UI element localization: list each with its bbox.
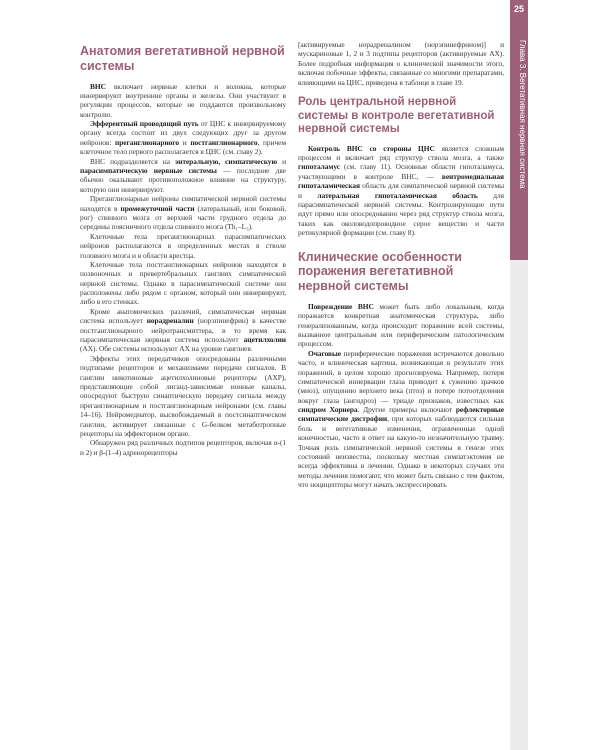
body-paragraph <box>298 302 504 349</box>
text-run: Клеточные тела преганглионарных парасимпатических нейронов располагаются в определенных местах в стволе головного мозга и в области крестца. <box>80 231 286 260</box>
text-run: — последние две обычно оказывают противоположное влияние на структуру, которую они иннервируют. <box>80 166 286 194</box>
body-paragraph <box>298 40 504 87</box>
bold-term: ацетилхолин <box>243 335 286 345</box>
bold-term: промежуточной части <box>120 203 195 213</box>
bold-term: латеральная гипоталамическая область <box>317 190 478 200</box>
section-heading: Анатомия вегетативной нервной системы <box>80 44 285 73</box>
bold-term: ВНС <box>90 81 106 91</box>
text-run: (см. главу 11). Основные области гипоталамуса, участвующими в контроле ВНС, — <box>298 162 504 181</box>
body-paragraph <box>80 260 286 307</box>
bold-term: энтеральную, симпатическую <box>174 156 278 166</box>
bold-term: Повреждение ВНС <box>308 301 374 311</box>
body-paragraph <box>80 119 286 157</box>
body-paragraph <box>80 354 286 439</box>
text-run: . Другие примеры включают <box>357 405 456 415</box>
body-paragraph <box>80 82 286 120</box>
body-paragraph <box>80 438 286 457</box>
chapter-label: Глава 3. Вегетативная нервная система <box>518 40 527 189</box>
text-run: Преганглионарные нейроны симпатической нервной системы находятся в <box>80 194 286 213</box>
text-run: для парасимпатической нервной системы. Контролирующие пути идут прямо или опосредованно через ряд структур ствола мозга, таких как околоводопроводное серое вещество и части ретикулярной формации (см. главу 8). <box>298 190 505 238</box>
bold-term: Контроль ВНС со стороны ЦНС <box>308 143 435 153</box>
text-run: периферические поражения встречаются довольно часто, и клиническая картина, возникающая в результате этих поражений, в целом хорошо прогнозируема. Например, потеря симпатической иннервации глаза приводит к сужению зрачков (миоз), опущению верхнего века (птоз) и потере потоотделения вокруг глаза (ангидроз) — триаде признаков, известных как <box>298 348 504 405</box>
bold-term: норадреналин <box>146 316 194 326</box>
body-paragraph <box>298 144 504 238</box>
text-run: , причем клеточное тело первого располагается в ЦНС (см. главу 2). <box>80 137 287 157</box>
section-heading: Клинические особенности поражения вегетативной нервной системы <box>298 249 462 294</box>
body-paragraph <box>80 194 286 232</box>
text-run: Клеточные тела постганглионарных нейронов находятся в позвоночных и превертебральных ганглиях симпатической нервной системы. Однако в парасимпатической системе они расположены либо рядом с органом, который они иннервируют, либо в его стенках. <box>80 259 286 307</box>
text-run: является сложным процессом и включает ряд структур ствола мозга, а также <box>298 143 504 163</box>
body-paragraph <box>80 307 286 354</box>
text-run: область для симпатической нервной системы и <box>298 181 504 200</box>
bold-term: рефлекторные симпатические дистрофии <box>298 405 504 424</box>
bold-term: постганглионарного <box>190 137 258 147</box>
text-run: может быть либо локальным, когда поражается конкретная анатомическая структура, либо генерализованным, когда происходит поражение всей системы, вызванное центральным или периферическим патологическим процессом. <box>298 301 504 349</box>
text-run: , при которых наблюдаются сильная боль и вегетативные изменения, ограниченные одной конечностью, часто в ответ на какую-то незначительную травму. Точная роль симпатической нервной системы в генезе этих состояний неизвестна, поскольку местная симпатэктомия не всегда эффективна в лечении. Однако в некоторых случаях эти методы лечения помогают, что может быть связано с тем фактом, что ноцицепторы могут начать экспрессировать <box>298 414 504 490</box>
right-column <box>298 40 504 490</box>
text-run: включает нервные клетки и волокна, которые иннервируют внутренние органы и железы. Они участвуют в регуляции процессов, которые не поддаются произвольному контролю. <box>80 81 286 119</box>
text-run: (норэпинефрин) в качестве постганглионарного нейротрансмиттера, в то время как парасимпатическая нервная система использует <box>80 316 286 345</box>
text-run: и <box>179 137 191 147</box>
body-paragraph <box>80 232 286 260</box>
body-paragraph <box>298 349 504 490</box>
bold-term: синдром Хорнера <box>298 405 358 415</box>
page-number: 25 <box>513 4 524 14</box>
bold-term: преганглионарного <box>115 137 180 147</box>
left-column <box>80 44 286 457</box>
text-run: (АХ). Обе системы используют АХ на уровне ганглиев. <box>80 344 253 354</box>
bold-term: гипоталамус <box>298 162 341 172</box>
section-heading: Роль центральной нервной системы в контроле вегетативной нервной системы <box>298 95 495 136</box>
text-run: Кроме анатомических различий, симпатическая нервная система использует <box>80 306 286 326</box>
text-run: (латеральный, или боковой, рог) спинного мозга от верхней части грудного отдела до середины поясничного отдела спинного мозга (Th₁–L₃). <box>80 203 287 232</box>
bold-term: Эфферентный проводящий путь <box>90 119 199 129</box>
body-paragraph <box>80 157 286 195</box>
bold-term: вентромедиальная гипоталамическая <box>298 171 504 191</box>
text-run: Обнаружен ряд различных подтипов рецепторов, включая α-(1 и 2) и β-(1–4) адренорецепторы <box>80 438 286 457</box>
text-run: ВНС подразделяется на <box>90 156 175 166</box>
text-run: и <box>277 156 287 166</box>
text-run: [активируемые норадреналином (норэпинефрином)] и мускариновые 1, 2 и 3 подтипы рецепторов (активируемые АХ). Более подробная информация о клинической значимости этого, включая побочные эффекты, связанные со многими препаратами, влияющими на ЦНС, приведена в таблице в главе 19. <box>298 40 504 87</box>
text-run: Эффекты этих передатчиков опосредованы различными подтипами рецепторов и механизмами передачи сигналов. В ганглии никотиновые ацетилхолиновые рецепторы (АХР), представляющие собой лиганд-зависимые ионные каналы, опосредуют быструю синаптическую передачу сигнала между преганглионарным и постганглионарным нейронами (см. главы 14–16). Нейромедиатор, высвобождаемый в постсинаптическом ганглии, активирует связанные с G-белком метаботропные рецепторы на эффекторном органе. <box>80 353 286 438</box>
bold-term: Очаговые <box>308 348 341 358</box>
text-run: от ЦНС к иннервируемому органу всегда состоит из двух следующих друг за другом нейронов: <box>80 119 286 147</box>
bold-term: парасимпатическую нервные системы <box>80 166 217 176</box>
